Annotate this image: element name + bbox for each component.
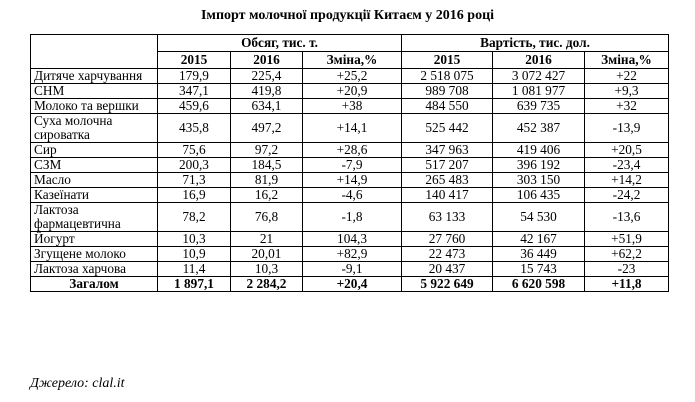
volume-change-cell: +28,6 — [303, 143, 402, 158]
value-2015-cell: 140 417 — [402, 188, 493, 203]
volume-change-cell: -9,1 — [303, 262, 402, 277]
value-2016-cell: 54 530 — [493, 203, 585, 232]
table-row — [31, 99, 669, 114]
value-change-cell: +51,9 — [585, 232, 669, 247]
product-name-cell: Йогурт — [31, 232, 158, 247]
product-name-cell: Згущене молоко — [31, 247, 158, 262]
value-2015-cell: 20 437 — [402, 262, 493, 277]
value-change-cell: -24,2 — [585, 188, 669, 203]
volume-2016-cell: 634,1 — [231, 99, 303, 114]
volume-2015-cell: 11,4 — [158, 262, 231, 277]
header-value-2016: 2016 — [493, 52, 585, 69]
table-row — [31, 247, 669, 262]
volume-2015-cell: 75,6 — [158, 143, 231, 158]
table-row — [31, 203, 669, 232]
table-row — [31, 158, 669, 173]
value-2015-cell: 265 483 — [402, 173, 493, 188]
volume-change-cell: -1,8 — [303, 203, 402, 232]
volume-2015-cell: 347,1 — [158, 84, 231, 99]
total-row — [31, 277, 669, 292]
product-name-cell: Молоко та вершки — [31, 99, 158, 114]
product-name-cell: Казеїнати — [31, 188, 158, 203]
volume-2015-cell: 1 897,1 — [158, 277, 231, 292]
volume-2015-cell: 78,2 — [158, 203, 231, 232]
header-row-groups — [31, 35, 669, 52]
value-2015-cell: 22 473 — [402, 247, 493, 262]
volume-2016-cell: 2 284,2 — [231, 277, 303, 292]
table-row — [31, 69, 669, 84]
volume-2015-cell: 435,8 — [158, 114, 231, 143]
product-name-cell: СЗМ — [31, 158, 158, 173]
value-2015-cell: 989 708 — [402, 84, 493, 99]
volume-change-cell: -7,9 — [303, 158, 402, 173]
value-2015-cell: 27 760 — [402, 232, 493, 247]
value-change-cell: +62,2 — [585, 247, 669, 262]
product-name-cell: Суха молочна сироватка — [31, 114, 158, 143]
table-row — [31, 232, 669, 247]
volume-2016-cell: 20,01 — [231, 247, 303, 262]
volume-2015-cell: 10,9 — [158, 247, 231, 262]
value-change-cell: +22 — [585, 69, 669, 84]
value-2016-cell: 15 743 — [493, 262, 585, 277]
product-name-cell: СНМ — [31, 84, 158, 99]
volume-change-cell: +20,9 — [303, 84, 402, 99]
header-volume-2016: 2016 — [231, 52, 303, 69]
value-2015-cell: 517 207 — [402, 158, 493, 173]
product-name-cell: Лактоза фармацевтична — [31, 203, 158, 232]
header-value: Вартість, тис. дол. — [402, 35, 669, 52]
volume-2015-cell: 200,3 — [158, 158, 231, 173]
volume-2016-cell: 81,9 — [231, 173, 303, 188]
value-2016-cell: 396 192 — [493, 158, 585, 173]
value-2016-cell: 3 072 427 — [493, 69, 585, 84]
value-2016-cell: 639 735 — [493, 99, 585, 114]
value-change-cell: +11,8 — [585, 277, 669, 292]
volume-change-cell: +14,1 — [303, 114, 402, 143]
volume-2016-cell: 16,2 — [231, 188, 303, 203]
volume-change-cell: +25,2 — [303, 69, 402, 84]
value-2016-cell: 452 387 — [493, 114, 585, 143]
value-change-cell: -23,4 — [585, 158, 669, 173]
volume-2016-cell: 97,2 — [231, 143, 303, 158]
product-name-cell: Масло — [31, 173, 158, 188]
value-change-cell: +32 — [585, 99, 669, 114]
value-2015-cell: 2 518 075 — [402, 69, 493, 84]
volume-2016-cell: 76,8 — [231, 203, 303, 232]
value-2016-cell: 303 150 — [493, 173, 585, 188]
table-title: Імпорт молочної продукції Китаєм у 2016 році — [200, 8, 495, 23]
header-value-2015: 2015 — [402, 52, 493, 69]
value-2015-cell: 484 550 — [402, 99, 493, 114]
volume-2016-cell: 184,5 — [231, 158, 303, 173]
volume-change-cell: 104,3 — [303, 232, 402, 247]
value-2015-cell: 5 922 649 — [402, 277, 493, 292]
volume-2015-cell: 71,3 — [158, 173, 231, 188]
value-change-cell: +9,3 — [585, 84, 669, 99]
value-change-cell: +20,5 — [585, 143, 669, 158]
table-row — [31, 143, 669, 158]
header-empty-cell — [31, 35, 158, 69]
table-row — [31, 114, 669, 143]
value-2016-cell: 419 406 — [493, 143, 585, 158]
volume-2015-cell: 16,9 — [158, 188, 231, 203]
header-volume-2015: 2015 — [158, 52, 231, 69]
value-change-cell: -23 — [585, 262, 669, 277]
volume-2016-cell: 497,2 — [231, 114, 303, 143]
table-body — [31, 69, 669, 292]
value-2016-cell: 106 435 — [493, 188, 585, 203]
volume-2016-cell: 419,8 — [231, 84, 303, 99]
volume-change-cell: +20,4 — [303, 277, 402, 292]
value-2016-cell: 36 449 — [493, 247, 585, 262]
table-row — [31, 173, 669, 188]
value-change-cell: +14,2 — [585, 173, 669, 188]
volume-2016-cell: 10,3 — [231, 262, 303, 277]
header-value-change: Зміна,% — [585, 52, 669, 69]
header-volume-change: Зміна,% — [303, 52, 402, 69]
volume-change-cell: +14,9 — [303, 173, 402, 188]
volume-2016-cell: 225,4 — [231, 69, 303, 84]
volume-change-cell: -4,6 — [303, 188, 402, 203]
volume-change-cell: +38 — [303, 99, 402, 114]
volume-2015-cell: 179,9 — [158, 69, 231, 84]
table-row — [31, 188, 669, 203]
import-table — [30, 34, 669, 292]
value-2016-cell: 1 081 977 — [493, 84, 585, 99]
volume-change-cell: +82,9 — [303, 247, 402, 262]
product-name-cell: Дитяче харчування — [31, 69, 158, 84]
value-2015-cell: 347 963 — [402, 143, 493, 158]
value-2015-cell: 525 442 — [402, 114, 493, 143]
volume-2015-cell: 459,6 — [158, 99, 231, 114]
product-name-cell: Сир — [31, 143, 158, 158]
header-volume: Обсяг, тис. т. — [158, 35, 402, 52]
value-2015-cell: 63 133 — [402, 203, 493, 232]
product-name-cell: Лактоза харчова — [31, 262, 158, 277]
value-2016-cell: 6 620 598 — [493, 277, 585, 292]
value-change-cell: -13,6 — [585, 203, 669, 232]
product-name-cell: Загалом — [31, 277, 158, 292]
volume-2015-cell: 10,3 — [158, 232, 231, 247]
value-2016-cell: 42 167 — [493, 232, 585, 247]
table-row — [31, 262, 669, 277]
table-row — [31, 84, 669, 99]
volume-2016-cell: 21 — [231, 232, 303, 247]
source-note: Джерело: clal.it — [30, 376, 125, 391]
value-change-cell: -13,9 — [585, 114, 669, 143]
